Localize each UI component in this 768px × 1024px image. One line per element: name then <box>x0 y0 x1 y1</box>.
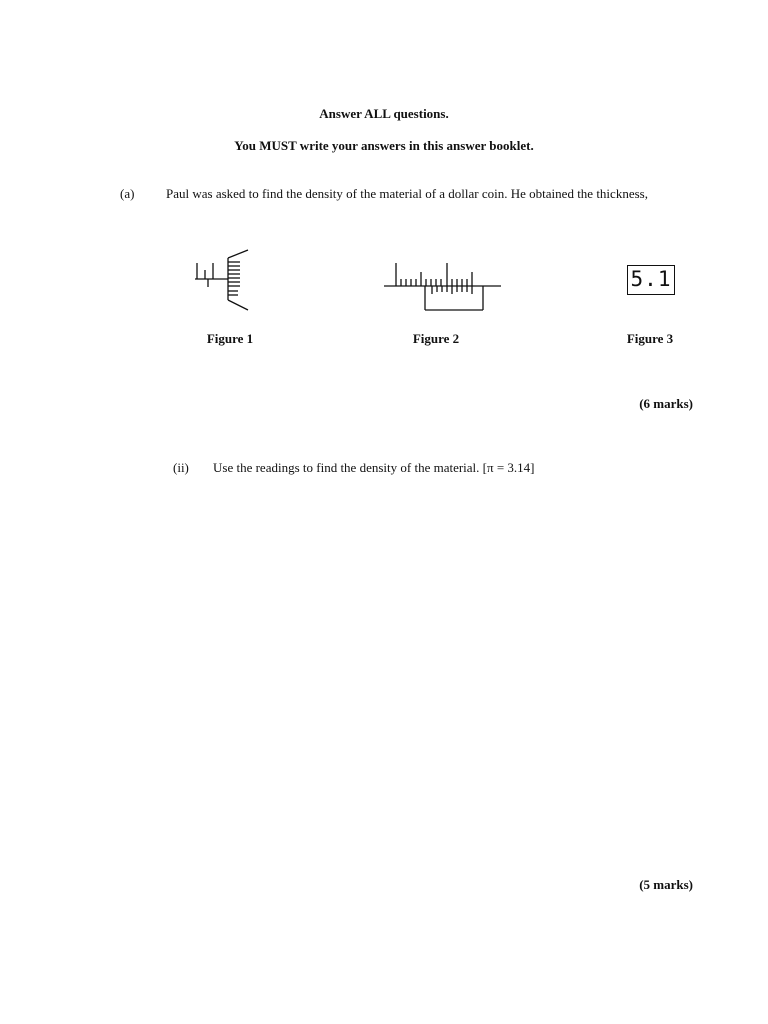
question-ii-text: Use the readings to find the density of the material. [π = 3.14] <box>213 460 535 475</box>
figure3-caption: Figure 3 <box>626 331 674 346</box>
marks-label-part-i: (6 marks) <box>639 396 693 411</box>
figure1-caption: Figure 1 <box>206 331 254 346</box>
figure2-caption: Figure 2 <box>412 331 460 346</box>
question-a-label: (a) <box>120 186 135 201</box>
instruction-subheading: You MUST write your answers in this answer booklet. <box>234 138 534 153</box>
instruction-heading: Answer ALL questions. <box>319 106 449 121</box>
figure1-micrometer-diagram <box>190 248 250 312</box>
question-a-text: Paul was asked to find the density of the material of a dollar coin. He obtained the thickness, <box>166 186 648 201</box>
figure3-digital-display: 5.1 <box>627 265 675 295</box>
question-ii-label: (ii) <box>173 460 189 475</box>
figure2-vernier-scale-diagram <box>384 262 502 314</box>
marks-label-part-ii: (5 marks) <box>639 877 693 892</box>
